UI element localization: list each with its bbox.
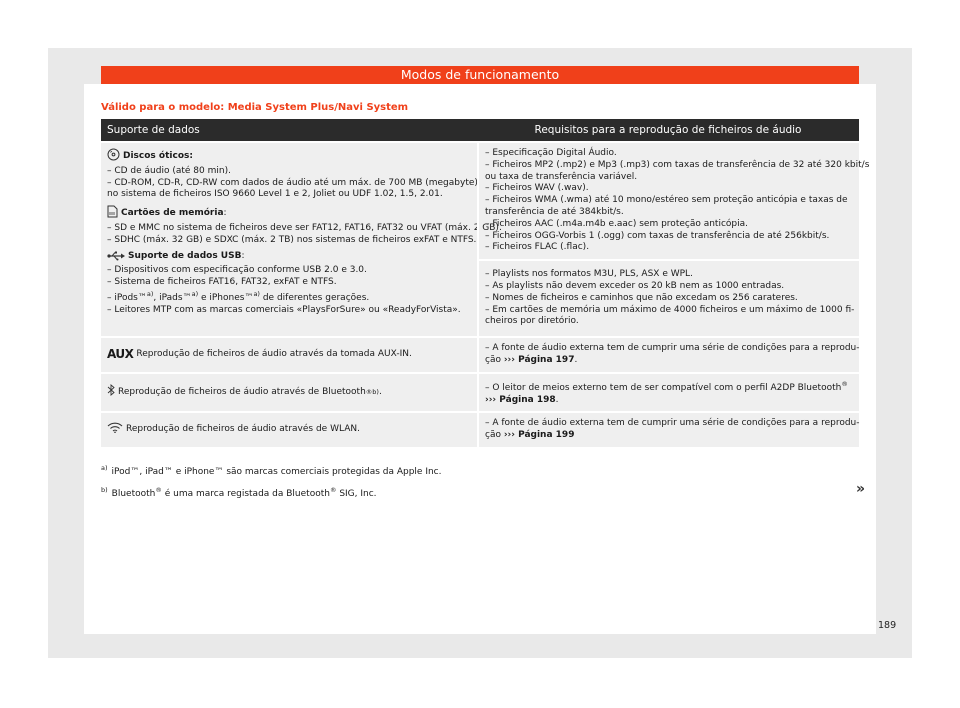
- req-line: – Ficheiros WAV (.wav).: [485, 183, 589, 194]
- table-row-bluetooth: [101, 372, 859, 412]
- req-line: cheiros por diretório.: [485, 316, 579, 327]
- optical-line: no sistema de ficheiros ISO 9660 Level 1 e 2, Joliet ou UDF 1.02, 1.5, 2.01.: [107, 189, 443, 200]
- usb-section: [107, 251, 471, 317]
- model-validity-line: Válido para o modelo: Media System Plus/Navi System: [101, 102, 409, 113]
- aux-cell: [101, 338, 477, 372]
- usb-title: Suporte de dados USB: [128, 250, 242, 261]
- continue-icon: »: [856, 481, 866, 497]
- memory-card-section: [107, 205, 502, 246]
- colon: :: [241, 250, 245, 261]
- req-line: – Ficheiros WMA (.wma) até 10 mono/estéreo sem proteção anticópia e taxas de: [485, 195, 848, 206]
- req-line: [485, 355, 853, 367]
- media-types-cell: [101, 143, 502, 336]
- colon: :: [223, 208, 227, 219]
- req-line: – Em cartões de memória um máximo de 4000 ficheiros e um máximo de 1000 fi-: [485, 304, 855, 315]
- footnotes: [101, 463, 442, 507]
- text: , iPads™: [153, 292, 192, 303]
- column-header-media: Suporte de dados: [107, 124, 200, 136]
- footnote-text: iPod™, iPad™ e iPhone™ são marcas comerciais protegidas da Apple Inc.: [111, 467, 442, 477]
- usb-icon: [107, 251, 125, 266]
- req-line: – As playlists não devem exceder os 20 kB nem as 1000 entradas.: [485, 280, 785, 291]
- req-line: [485, 430, 853, 442]
- aux-requirements-cell: [477, 338, 859, 372]
- page-link[interactable]: ››› Página 199: [503, 430, 575, 441]
- usb-apple-line: [107, 289, 471, 305]
- footnote-b: [101, 485, 442, 500]
- disc-icon: [107, 148, 120, 166]
- text: de diferentes gerações.: [259, 292, 370, 303]
- aux-icon: AUX: [107, 347, 134, 362]
- text: .: [574, 354, 578, 365]
- table-row-media: [101, 141, 870, 336]
- req-line: transferência de até 384kbit/s.: [485, 206, 624, 217]
- optical-line: – CD de áudio (até 80 min).: [107, 165, 231, 176]
- req-line: – Nomes de ficheiros e caminhos que não excedam os 256 carateres.: [485, 292, 798, 303]
- req-line: – Playlists nos formatos M3U, PLS, ASX e WPL.: [485, 269, 693, 280]
- wlan-cell: [101, 413, 477, 447]
- req-line: – A fonte de áudio externa tem de cumprir uma série de condições para a reprodu-: [485, 418, 860, 429]
- page-link[interactable]: ››› Página 198: [485, 394, 556, 405]
- page-link[interactable]: ››› Página 197: [503, 354, 575, 365]
- req-line: [485, 379, 853, 395]
- memory-card-icon: [107, 205, 118, 223]
- chapter-header: Modos de funcionamento: [101, 66, 859, 84]
- bluetooth-cell: [101, 374, 477, 412]
- media-requirements-table: [101, 119, 870, 447]
- footnote-ref: ®b): [365, 387, 379, 396]
- footnote-ref: a): [146, 289, 154, 298]
- footnote-a: [101, 463, 442, 478]
- optical-disc-section: [107, 148, 478, 201]
- bluetooth-requirements-cell: [477, 374, 859, 412]
- playlist-requirements: [479, 259, 859, 336]
- footnote-ref: a): [253, 289, 260, 298]
- memory-line: – SDHC (máx. 32 GB) e SDXC (máx. 2 TB) nos sistemas de ficheiros exFAT e NTFS.: [107, 234, 477, 245]
- req-line: – Ficheiros FLAC (.flac).: [485, 242, 590, 253]
- req-line: – Especificação Digital Áudio.: [485, 148, 617, 158]
- page-number: 189: [878, 620, 897, 631]
- footnote-text: é uma marca registada da Bluetooth: [161, 489, 330, 499]
- req-line: – Ficheiros AAC (.m4a.m4b e.aac) sem proteção anticópia.: [485, 218, 749, 229]
- req-line: – Ficheiros OGG-Vorbis 1 (.ogg) com taxas de transferência de até 256kbit/s.: [485, 230, 830, 241]
- bluetooth-icon: [107, 384, 115, 401]
- req-line: ou taxa de transferência variável.: [485, 171, 638, 182]
- usb-line: – Sistema de ficheiros FAT16, FAT32, exFAT e NTFS.: [107, 277, 337, 288]
- text: .: [378, 386, 382, 397]
- usb-line: – Dispositivos com especificação conforme USB 2.0 e 3.0.: [107, 265, 367, 276]
- footnote-text: Bluetooth: [111, 489, 156, 499]
- text: .: [555, 394, 559, 405]
- bluetooth-description: Reprodução de ficheiros de áudio através de Bluetooth: [118, 386, 366, 397]
- footnote-mark: b): [101, 486, 108, 494]
- text: e iPhones™: [198, 292, 254, 303]
- table-row-wlan: [101, 411, 859, 447]
- wifi-icon: [107, 422, 123, 438]
- memory-line: – SD e MMC no sistema de ficheiros deve ser FAT12, FAT16, FAT32 ou VFAT (máx. 2 GB).: [107, 222, 502, 233]
- footnote-mark: a): [101, 464, 108, 472]
- wlan-description: Reprodução de ficheiros de áudio através de WLAN.: [126, 424, 360, 435]
- column-header-requirements: Requisitos para a reprodução de ficheiros de áudio: [534, 124, 802, 136]
- table-header: [101, 119, 859, 141]
- optical-disc-title: Discos óticos:: [123, 151, 193, 161]
- text: – O leitor de meios externo tem de ser compatível com o perfil A2DP Bluetooth: [485, 382, 842, 393]
- req-line: – A fonte de áudio externa tem de cumprir uma série de condições para a reprodu-: [485, 343, 860, 354]
- req-line: [485, 395, 853, 407]
- table-row-aux: [101, 336, 859, 372]
- footnote-text: SIG, Inc.: [336, 489, 377, 499]
- wlan-requirements-cell: [477, 413, 859, 447]
- text: ção: [485, 430, 504, 441]
- registered-mark: ®: [841, 379, 848, 388]
- text: ção: [485, 354, 504, 365]
- footnote-ref: a): [191, 289, 199, 298]
- registered-mark: ®: [155, 486, 162, 494]
- media-requirements-cell: [477, 143, 870, 336]
- audio-format-requirements: [479, 143, 870, 259]
- aux-description: Reprodução de ficheiros de áudio através da tomada AUX-IN.: [136, 349, 412, 360]
- memory-card-title: Cartões de memória: [121, 208, 224, 219]
- text: – iPods™: [107, 292, 147, 303]
- usb-line: – Leitores MTP com as marcas comerciais «PlaysForSure» ou «ReadyForVista».: [107, 304, 461, 315]
- registered-mark: ®: [329, 486, 337, 494]
- optical-line: – CD-ROM, CD-R, CD-RW com dados de áudio até um máx. de 700 MB (megabyte): [107, 177, 478, 188]
- req-line: – Ficheiros MP2 (.mp2) e Mp3 (.mp3) com taxas de transferência de 32 até 320 kbit/s: [485, 159, 870, 170]
